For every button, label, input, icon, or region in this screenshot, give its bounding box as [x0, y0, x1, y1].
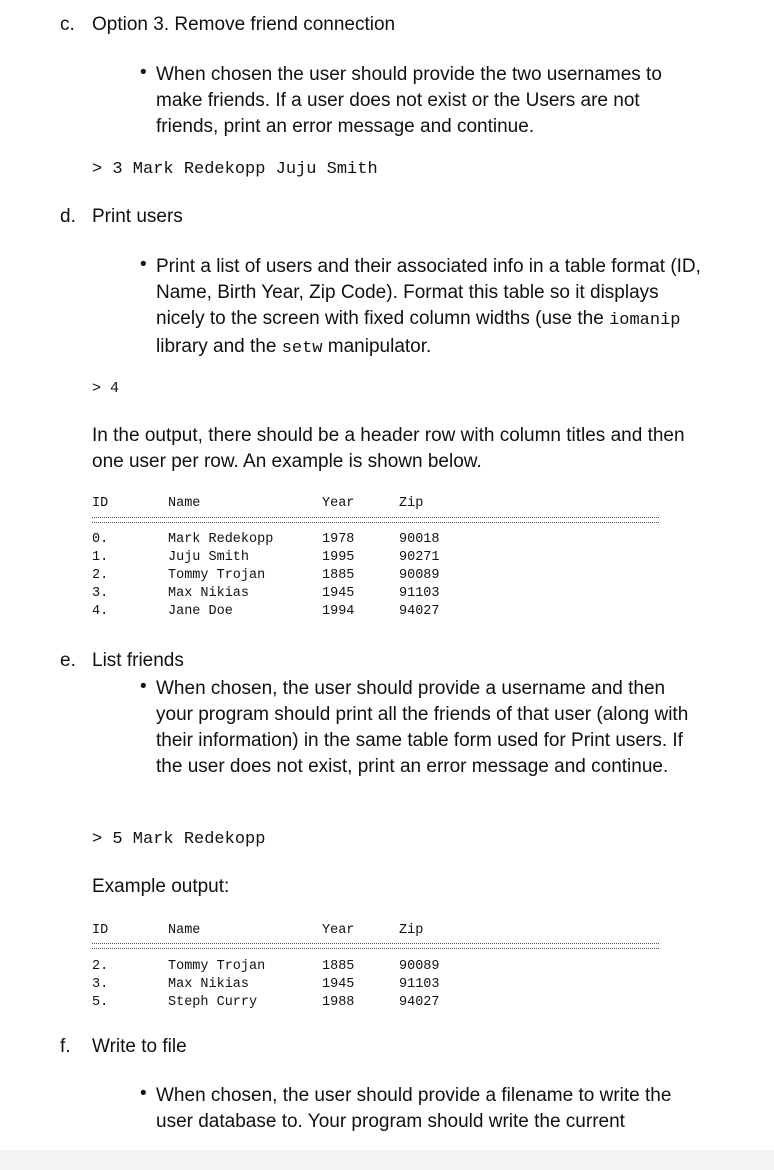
cell-year: 1945: [322, 586, 355, 601]
cell-zip: 91103: [399, 977, 440, 992]
bullet-icon: •: [140, 62, 147, 83]
bullet-icon: •: [140, 1083, 147, 1104]
table-header-name: Name: [168, 496, 201, 511]
table-header-year: Year: [322, 923, 355, 938]
table-header-id: ID: [92, 923, 109, 938]
cell-name: Tommy Trojan: [168, 959, 266, 974]
cell-name: Juju Smith: [168, 550, 250, 565]
section-e-title: List friends: [92, 650, 184, 671]
bullet-text-part: library and the: [156, 336, 282, 357]
section-e-bullet-text: When chosen, the user should provide a username and then your program should print all the friends of that user (along with their information) in the same table form used for Print users. If the user does not exist, print an error message and continue.: [156, 678, 689, 777]
cell-id: 0.: [92, 532, 109, 547]
cell-name: Tommy Trojan: [168, 568, 266, 583]
section-d-letter: d.: [60, 206, 76, 227]
cell-id: 1.: [92, 550, 109, 565]
section-f-title: Write to file: [92, 1036, 187, 1057]
section-f-bullet-text: When chosen, the user should provide a filename to write the user database to. Your program should write the current: [156, 1085, 672, 1132]
cell-id: 5.: [92, 995, 109, 1010]
table-separator: [92, 517, 659, 523]
cell-year: 1994: [322, 604, 355, 619]
cell-year: 1885: [322, 568, 355, 583]
cell-zip: 90089: [399, 959, 440, 974]
section-e-letter: e.: [60, 650, 76, 671]
cell-zip: 91103: [399, 586, 440, 601]
cell-id: 3.: [92, 586, 109, 601]
cell-year: 1978: [322, 532, 355, 547]
cell-zip: 94027: [399, 995, 440, 1010]
section-e-command: > 5 Mark Redekopp: [92, 830, 266, 849]
code-iomanip: iomanip: [609, 311, 681, 330]
cell-zip: 90018: [399, 532, 440, 547]
cell-name: Max Nikias: [168, 586, 250, 601]
table-header-name: Name: [168, 923, 201, 938]
cell-name: Mark Redekopp: [168, 532, 274, 547]
table-header-year: Year: [322, 496, 355, 511]
cell-id: 2.: [92, 568, 109, 583]
page-bottom-edge: [0, 1150, 774, 1170]
table-header-zip: Zip: [399, 923, 424, 938]
cell-name: Jane Doe: [168, 604, 233, 619]
cell-year: 1885: [322, 959, 355, 974]
cell-id: 2.: [92, 959, 109, 974]
bullet-text-part: Print a list of users and their associated info in a table format (ID, Name, Birth Year, Zip Code). Format this table so it displays nicely to the screen with fixed column widths (use the: [156, 256, 701, 329]
bullet-text-part: manipulator.: [322, 336, 432, 357]
section-c-bullet-text: When chosen the user should provide the two usernames to make friends. If a user does not exist or the Users are not friends, print an error message and continue.: [156, 64, 662, 137]
cell-year: 1945: [322, 977, 355, 992]
cell-zip: 90271: [399, 550, 440, 565]
section-d-command: > 4: [92, 380, 120, 397]
section-c-command: > 3 Mark Redekopp Juju Smith: [92, 160, 378, 179]
table-header-id: ID: [92, 496, 109, 511]
cell-id: 4.: [92, 604, 109, 619]
bullet-icon: •: [140, 254, 147, 275]
section-e-example-label: Example output:: [92, 876, 230, 897]
table-separator: [92, 943, 659, 949]
cell-name: Steph Curry: [168, 995, 258, 1010]
section-f-letter: f.: [60, 1036, 71, 1057]
bullet-icon: •: [140, 676, 147, 697]
section-c-title: Option 3. Remove friend connection: [92, 14, 396, 35]
cell-name: Max Nikias: [168, 977, 250, 992]
section-c-letter: c.: [60, 14, 75, 35]
cell-id: 3.: [92, 977, 109, 992]
section-d-bullet-text: [156, 254, 701, 362]
section-d-title: Print users: [92, 206, 183, 227]
section-d-description: In the output, there should be a header row with column titles and then one user per row. An example is shown below.: [92, 425, 685, 472]
cell-zip: 90089: [399, 568, 440, 583]
table-header-zip: Zip: [399, 496, 424, 511]
cell-zip: 94027: [399, 604, 440, 619]
cell-year: 1995: [322, 550, 355, 565]
code-setw: setw: [281, 339, 323, 358]
cell-year: 1988: [322, 995, 355, 1010]
